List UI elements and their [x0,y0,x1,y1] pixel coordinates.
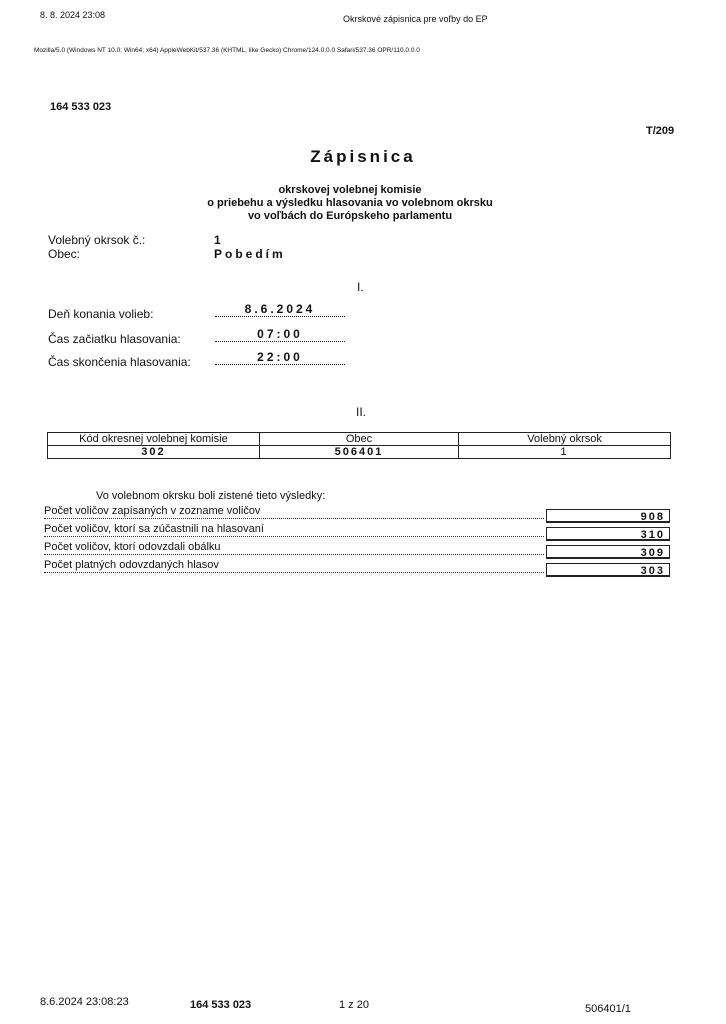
table-row [48,446,671,459]
result-row-valid-votes [44,559,544,571]
page-subtitle [0,184,700,223]
election-day-value: 8.6.2024 [215,302,345,317]
table-header-kod: Kód okresnej volebnej komisie [48,433,260,446]
result-row-participated [44,523,544,535]
okrsok-value: 1 [214,233,221,247]
commission-code-table [47,432,671,459]
section-1-heading: I. [357,280,364,294]
document-number: 164 533 023 [50,101,112,113]
okrsok-label: Volebný okrsok č.: [48,233,146,247]
result-row-registered [44,505,544,517]
voting-start-value: 07:00 [215,327,345,342]
print-datetime: 8. 8. 2024 23:08 [40,10,106,20]
footer-datetime: 8.6.2024 23:08:23 [40,996,129,1008]
obec-value: Pobedím [214,247,286,261]
footer-doc-number: 164 533 023 [190,999,252,1011]
subtitle-line-1: okrskovej volebnej komisie [278,184,422,196]
table-header-okrsok: Volebný okrsok [459,433,671,446]
voting-end-value: 22:00 [215,350,345,365]
result-row-envelopes [44,541,544,553]
voting-end-label: Čas skončenia hlasovania: [48,355,191,369]
result-value-valid-votes: 303 [546,563,670,577]
table-header-row [48,433,671,446]
section-2-heading: II. [356,405,367,419]
form-code: T/209 [646,125,675,137]
result-label-participated: Počet voličov, ktorí sa zúčastnili na hlasovaní [44,523,267,535]
footer-page: 1 z 20 [339,999,369,1011]
obec-label: Obec: [48,247,81,261]
table-cell-obec: 506401 [259,446,458,459]
result-label-registered: Počet voličov zapísaných v zozname voličov [44,505,263,517]
table-header-obec: Obec [259,433,458,446]
footer-ref: 506401/1 [585,1003,631,1015]
print-doc-title: Okrskové zápisnica pre voľby do EP [343,14,488,24]
result-value-registered: 908 [546,509,670,523]
result-label-envelopes: Počet voličov, ktorí odovzdali obálku [44,541,224,553]
voting-start-label: Čas začiatku hlasovania: [48,332,181,346]
result-value-participated: 310 [546,527,670,541]
subtitle-line-3: vo voľbách do Európskeho parlamentu [247,210,453,222]
result-value-envelopes: 309 [546,545,670,559]
result-label-valid-votes: Počet platných odovzdaných hlasov [44,559,222,571]
print-user-agent: Mozilla/5.0 (Windows NT 10.0; Win64; x64) AppleWebKit/537.36 (KHTML, like Gecko) Chrome/124.0.0.0 Safari/537.36 OPR/110.0.0.0 [34,47,420,54]
page-title: Zápisnica [310,147,416,166]
results-intro: Vo volebnom okrsku boli zistené tieto výsledky: [96,490,326,502]
table-cell-okrsok: 1 [459,446,671,459]
table-cell-kod: 302 [48,446,260,459]
election-day-label: Deň konania volieb: [48,307,154,321]
subtitle-line-2: o priebehu a výsledku hlasovania vo volebnom okrsku [207,197,493,209]
